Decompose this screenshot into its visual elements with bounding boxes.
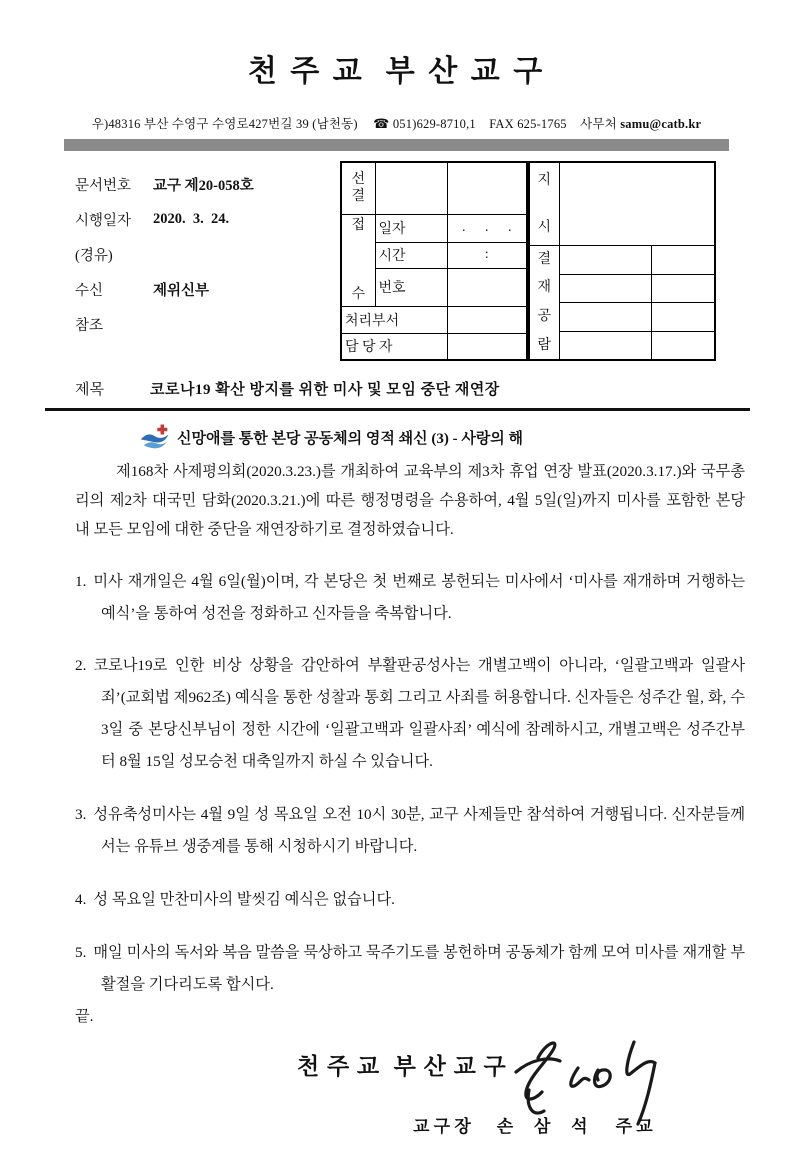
item-number: 3.: [75, 806, 87, 824]
letter-body: [75, 458, 745, 1030]
approval-cell-1b: [651, 246, 715, 275]
via-label: (경유): [75, 248, 113, 264]
item-number: 4.: [75, 891, 87, 908]
header-divider-bar: [64, 139, 729, 151]
item-text: 코로나19로 인한 비상 상황을 감안하여 부활판공성사는 개별고백이 아니라, ‘일괄고백과 일괄사죄’(교회법 제962조) 예식을 통한 성찰과 통회 그리고 사죄를 허용합니다. 신자들은 성주간 월, 화, 수 3일 중 본당신부님이 정한 시간에 ‘일괄고백과 일괄사죄’ 예식에 참례하시고, 개별고백은 성주간부터 8월 15일 성모승천 대축일까지 하실 수 있습니다.: [93, 657, 745, 771]
list-item-5: [75, 937, 745, 1001]
signature-block: [0, 1042, 793, 1162]
receipt-label: 접 수: [341, 214, 375, 306]
postal-address: 우)48316 부산 수영구 수영로427번길 39 (남천동): [91, 117, 358, 131]
handling-dept-label: 처리부서: [341, 306, 447, 333]
item-text: 성유축성미사는 4월 9일 성 목요일 오전 10시 30분, 교구 사제들만 참석하여 거행됩니다. 신자분들께서는 유튜브 생중계를 통해 시청하시기 바랍니다.: [93, 806, 745, 856]
approval-stamp-table: [528, 161, 716, 361]
recipient-label: 수신: [75, 283, 104, 299]
phone-number: 051)629-8710,1: [392, 117, 476, 131]
issue-date-value: 2020. 3. 24.: [153, 211, 230, 227]
prior-approval-cell-1: [375, 162, 447, 214]
cc-label: 참조: [75, 318, 104, 334]
page-title: 천 주 교 부 산 교 구: [247, 55, 546, 88]
notice-text: 신망애를 통한 본당 공동체의 영적 쇄신 (3) - 사랑의 해: [177, 430, 524, 447]
circulation-cell-1a: [559, 303, 651, 332]
subject-title: 코로나19 확산 방지를 위한 미사 및 모임 중단 재연장: [150, 382, 500, 398]
approval-circulation-label: 결 재 공 람: [529, 246, 559, 360]
office-email: samu@catb.kr: [620, 117, 702, 131]
circulation-cell-1b: [651, 303, 715, 332]
header-address-line: [0, 114, 793, 132]
signer-name: 손 삼 석: [496, 1117, 590, 1137]
telephone-icon: ☎: [373, 116, 390, 131]
signer-title: 주 교: [615, 1117, 653, 1137]
prior-approval-label: 선 결: [341, 162, 375, 214]
list-item-1: [75, 566, 745, 630]
signature-organization: 천 주 교 부 산 교 구: [297, 1054, 507, 1080]
office-label: 사무처: [580, 117, 617, 131]
stamp-box: [340, 161, 716, 361]
receipt-time-label: 시간: [375, 242, 447, 268]
issue-date-row: [75, 202, 340, 237]
fax-number: 625-1765: [517, 117, 567, 131]
notice-line: [140, 424, 748, 450]
item-number: 2.: [75, 657, 87, 675]
receipt-time-value: :: [447, 242, 527, 268]
officer-value: [447, 333, 527, 360]
receipt-date-value: . . .: [447, 214, 527, 242]
doc-number-label: 문서번호: [75, 178, 132, 194]
via-row: [75, 237, 340, 272]
subject-row: [75, 378, 748, 399]
diocese-wave-cross-logo-icon: [140, 424, 170, 450]
intro-paragraph: 제168차 사제평의회(2020.3.23.)를 개최하여 교육부의 제3차 휴업 연장 발표(2020.3.17.)와 국무총리의 제2차 대국민 담화(2020.3.21.)에 따른 행정명령을 수용하여, 4월 5일(일)까지 미사를 포함한 본당 내 모든 모임에 대한 중단을 재연장하기로 결정하였습니다.: [75, 463, 745, 538]
closing-mark: 끝.: [75, 1007, 94, 1025]
circulation-cell-2b: [651, 331, 715, 360]
list-item-2: [75, 650, 745, 778]
officer-label: 담 당 자: [341, 333, 447, 360]
subject-label: 제목: [75, 382, 104, 398]
handling-dept-value: [447, 306, 527, 333]
approval-cell-2a: [559, 274, 651, 303]
directive-label: 지 시: [529, 162, 559, 246]
doc-number-row: [75, 167, 340, 202]
item-text: 매일 미사의 독서와 복음 말씀을 묵상하고 묵주기도를 봉헌하며 공동체가 함께 모여 미사를 재개할 부활절을 기다리도록 합시다.: [93, 943, 745, 993]
item-text: 성 목요일 만찬미사의 발씻김 예식은 없습니다.: [93, 891, 395, 908]
receipt-number-value: [447, 268, 527, 306]
list-item-4: [75, 884, 745, 916]
receipt-date-label: 일자: [375, 214, 447, 242]
approval-cell-2b: [651, 274, 715, 303]
subject-divider-line: [45, 408, 750, 411]
document-meta: [45, 161, 340, 361]
receipt-stamp-table: [340, 161, 528, 361]
circulation-cell-2a: [559, 331, 651, 360]
prior-approval-cell-2: [447, 162, 527, 214]
signer-role: 교 구 장: [413, 1117, 471, 1137]
list-item-3: [75, 799, 745, 863]
doc-number-value: 교구 제20-058호: [153, 178, 254, 194]
recipient-value: 제위신부: [153, 283, 210, 299]
item-number: 1.: [75, 572, 87, 590]
info-row: [45, 161, 748, 361]
approval-cell-1a: [559, 246, 651, 275]
signature-name-line: [413, 1112, 653, 1137]
recipient-row: [75, 272, 340, 307]
item-text: 미사 재개일은 4월 6일(월)이며, 각 본당은 첫 번째로 봉헌되는 미사에서 ‘미사를 재개하며 거행하는 예식’을 통하여 성전을 정화하고 신자들을 축복합니다.: [93, 572, 745, 622]
cc-row: [75, 307, 340, 342]
directive-cell: [559, 162, 715, 246]
receipt-number-label: 번호: [375, 268, 447, 306]
issue-date-label: 시행일자: [75, 213, 132, 229]
fax-label: FAX: [489, 117, 514, 131]
item-number: 5.: [75, 943, 87, 961]
